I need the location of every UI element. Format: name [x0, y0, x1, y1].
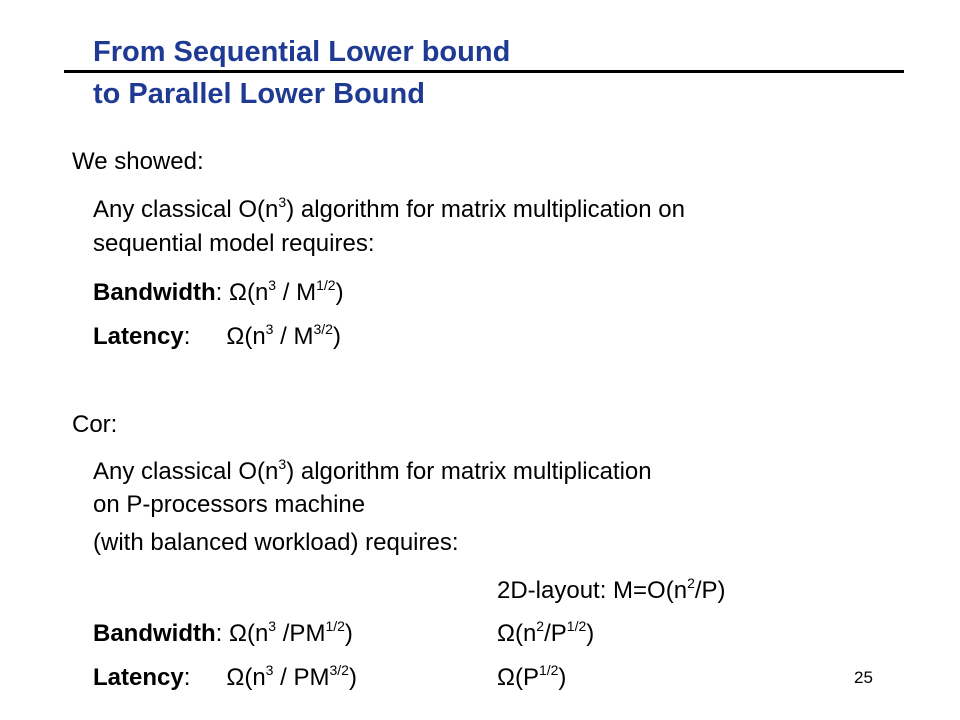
cor-2d-layout: 2D-layout: $M=O(n^2/P)$	[497, 575, 726, 604]
exponent: 3	[268, 277, 277, 293]
cor-intro: Cor:	[72, 411, 118, 438]
cor-latency-bound: Latency: $\Omega(n^3 / PM^{3/2})$	[93, 662, 357, 691]
exponent: 3/2	[329, 662, 349, 678]
slide-title-line-1: From Sequential Lower bound	[93, 36, 511, 68]
seq-intro: We showed:	[72, 148, 204, 175]
omega-symbol: Ω	[497, 664, 515, 691]
exponent: 3	[268, 618, 277, 634]
exponent: 3	[278, 194, 287, 210]
omega-symbol: Ω	[497, 620, 515, 647]
cor-statement-line-2: on P-processors machine	[93, 491, 366, 518]
omega-symbol: Ω	[226, 664, 245, 691]
omega-symbol: Ω	[229, 620, 247, 647]
omega-symbol: Ω	[226, 323, 245, 350]
slide-title-line-2: to Parallel Lower Bound	[93, 78, 425, 110]
page-number: 25	[854, 668, 873, 687]
omega-symbol: Ω	[229, 279, 247, 306]
bandwidth-label: Bandwidth	[93, 620, 216, 647]
bandwidth-label: Bandwidth	[93, 279, 216, 306]
seq-latency-bound: Latency: $\Omega(n^3 / M^{3/2})$	[93, 321, 341, 350]
exponent: 1/2	[538, 662, 559, 678]
exponent: 1/2	[316, 277, 336, 293]
exponent: 1/2	[325, 618, 345, 634]
exponent: 3	[265, 321, 274, 337]
cor-bandwidth-bound: Bandwidth: $\Omega(n^3$ $/PM^{1/2}$)	[93, 618, 353, 647]
exponent: 3	[278, 456, 287, 472]
seq-bandwidth-bound: Bandwidth: $\Omega(n^3 / M^{1/2})$	[93, 277, 344, 306]
cor-bandwidth-2d: $\Omega(n^2/P^{1/2})$	[497, 618, 595, 647]
exponent: 1/2	[566, 618, 587, 634]
exponent: 3/2	[313, 321, 333, 337]
seq-statement-line-1: Any classical $O(n^3)$ algorithm for matrix multiplication on	[93, 194, 685, 223]
latency-label: Latency	[93, 323, 184, 350]
cor-statement-line-1: Any classical $O(n^3)$ algorithm for matrix multiplication	[93, 456, 652, 485]
exponent: 2	[687, 575, 695, 591]
cor-statement-line-3: (with balanced workload) requires:	[93, 529, 459, 556]
cor-latency-2d: $\Omega(P^{1/2})$	[497, 662, 567, 691]
exponent: 3	[265, 662, 274, 678]
title-underline	[64, 70, 904, 73]
exponent: 2	[536, 618, 545, 634]
seq-statement-line-2: sequential model requires:	[93, 230, 375, 257]
latency-label: Latency	[93, 664, 184, 691]
